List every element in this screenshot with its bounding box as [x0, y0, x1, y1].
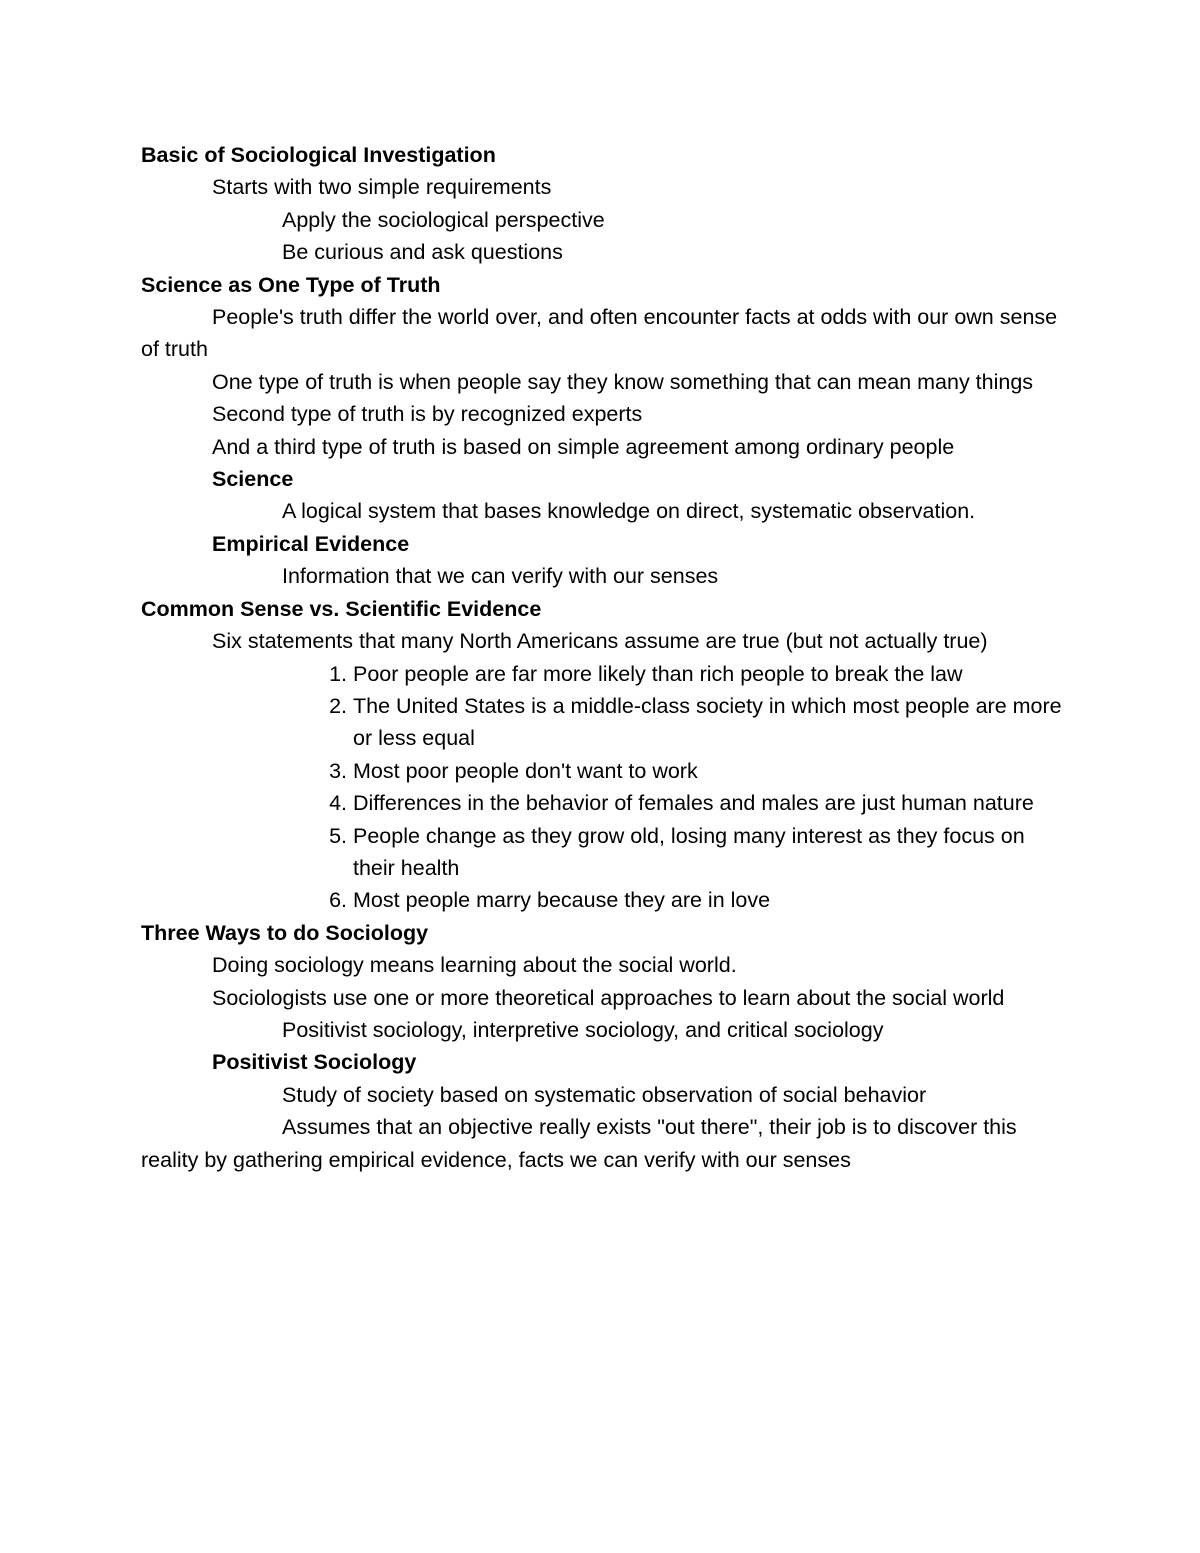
section-heading-basic: Basic of Sociological Investigation: [141, 143, 496, 167]
definition-line: Information that we can verify with our senses: [282, 564, 719, 589]
list-number: 1.: [329, 661, 347, 686]
list-item: [329, 755, 1061, 787]
list-text: People change as they grow old, losing many interest as they focus on their health: [353, 823, 1025, 880]
list-number: 2.: [329, 693, 347, 718]
document-page: [141, 139, 1061, 1176]
paragraph-line: Be curious and ask questions: [282, 240, 563, 265]
paragraph-line: One type of truth is when people say they know something that can mean many things: [212, 369, 1034, 394]
paragraph-line: Starts with two simple requirements: [212, 175, 552, 200]
paragraph-line: Apply the sociological perspective: [282, 207, 605, 232]
paragraph-line: Sociologists use one or more theoretical approaches to learn about the social world: [212, 985, 1005, 1010]
section-heading-three-ways: Three Ways to do Sociology: [141, 920, 429, 945]
paragraph-line: Study of society based on systematic observation of social behavior: [282, 1082, 927, 1107]
section-heading-common-sense: Common Sense vs. Scientific Evidence: [141, 596, 542, 621]
list-number: 6.: [329, 888, 347, 913]
list-text: The United States is a middle-class society in which most people are more or less equal: [353, 693, 1062, 751]
paragraph-line: Assumes that an objective really exists "out there", their job is to discover this reality by gathering empirical evidence, facts we can verify with our senses: [141, 1115, 1017, 1172]
list-text: Most poor people don't want to work: [353, 758, 698, 783]
paragraph-line: Second type of truth is by recognized experts: [212, 402, 643, 427]
paragraph-line: Doing sociology means learning about the social world.: [212, 953, 737, 978]
list-text: Differences in the behavior of females and males are just human nature: [353, 791, 1034, 816]
list-item: [329, 820, 1061, 885]
list-item: [329, 690, 1062, 755]
section-heading-science-truth: Science as One Type of Truth: [141, 272, 441, 297]
subheading-science: Science: [212, 467, 294, 492]
subheading-positivist-sociology: Positivist Sociology: [212, 1050, 417, 1075]
list-number: 4.: [329, 791, 347, 816]
list-item: [329, 884, 1061, 916]
paragraph-line: Positivist sociology, interpretive sociology, and critical sociology: [282, 1017, 884, 1042]
list-number: 3.: [329, 758, 347, 783]
numbered-list: [141, 658, 1061, 917]
list-text: Poor people are far more likely than rich people to break the law: [353, 661, 963, 686]
list-number: 5.: [329, 823, 347, 848]
paragraph-line: People's truth differ the world over, and often encounter facts at odds with our own sense of truth: [141, 305, 1058, 362]
subheading-empirical-evidence: Empirical Evidence: [212, 531, 410, 556]
definition-line: A logical system that bases knowledge on direct, systematic observation.: [282, 499, 976, 524]
list-item: [329, 658, 1061, 690]
list-item: [329, 787, 1061, 819]
paragraph-line: And a third type of truth is based on simple agreement among ordinary people: [212, 434, 955, 459]
paragraph-line: Six statements that many North Americans assume are true (but not actually true): [212, 629, 988, 654]
list-text: Most people marry because they are in love: [353, 888, 771, 913]
